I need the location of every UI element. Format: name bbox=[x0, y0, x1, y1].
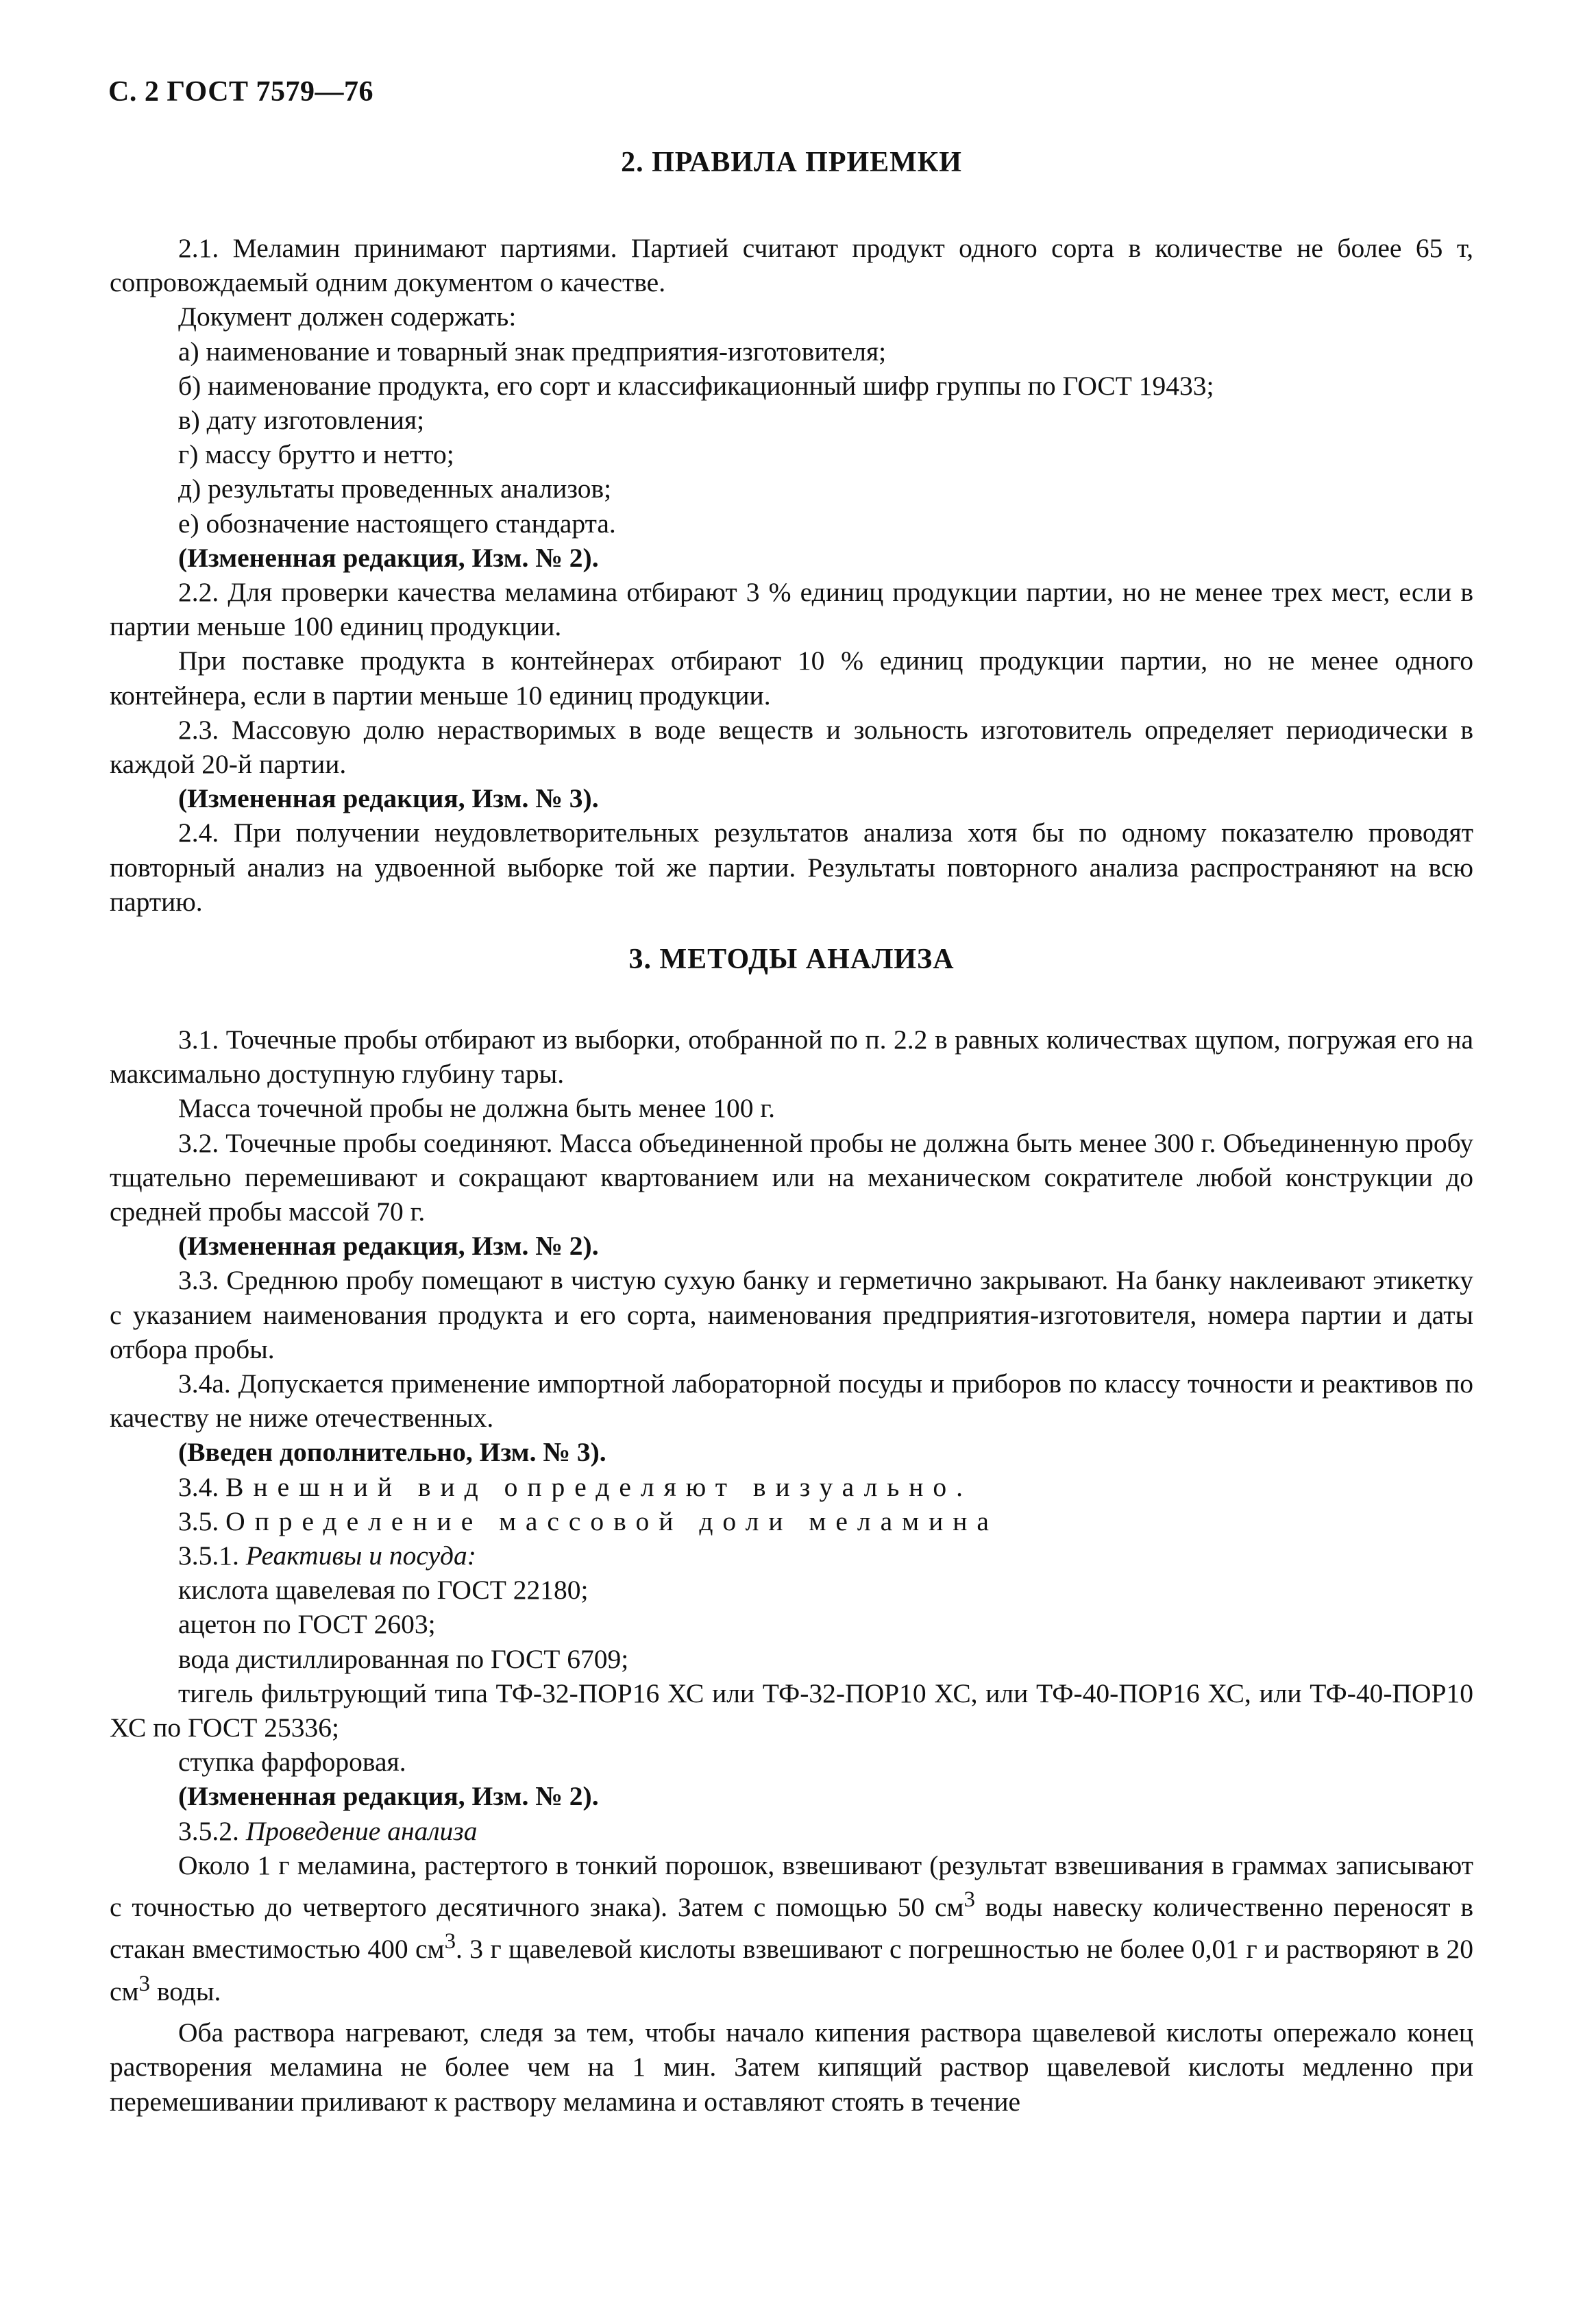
clause-subtitle: Реактивы и посуда: bbox=[245, 1540, 476, 1571]
doc-item: д) результаты проведенных анализов; bbox=[178, 474, 612, 504]
clause-spaced-text: Определение массовой доли меламина bbox=[225, 1506, 998, 1536]
doc-intro: Документ должен содержать: bbox=[178, 302, 517, 332]
reagent-item-mortar: ступка фарфоровая. bbox=[178, 1747, 406, 1778]
paragraph-2-2: 2.2. Для проверки качества меламина отбирают 3 % единиц продукции партии, но не менее трех мест, если в партии меньше 100 единиц продукции. bbox=[110, 577, 1473, 642]
doc-item: г) массу брутто и нетто; bbox=[178, 439, 454, 470]
page-header: С. 2 ГОСТ 7579—76 bbox=[108, 76, 374, 108]
amendment-note: (Измененная редакция, Изм. № 3). bbox=[178, 783, 599, 814]
paragraph-3-5 bbox=[110, 1504, 1473, 1538]
paragraph-2-1: 2.1. Меламин принимают партиями. Партией считают продукт одного сорта в количестве не более 65 т, сопровождаемый одним документом о качестве. bbox=[110, 233, 1473, 298]
doc-item: в) дату изготовления; bbox=[178, 405, 425, 436]
section-2-body bbox=[110, 231, 1473, 919]
amendment-note: (Измененная редакция, Изм. № 2). bbox=[178, 1231, 599, 1262]
paragraph-2-4: 2.4. При получении неудовлетворительных результатов анализа хотя бы по одному показателю проводят повторный анализ на удвоенной выборке той же партии. Результаты повторного анализа распространяют на всю партию. bbox=[110, 818, 1473, 917]
clause-spaced-text: Внешний вид определяют визуально. bbox=[225, 1471, 973, 1502]
section-3-title: 3. МЕТОДЫ АНАЛИЗА bbox=[628, 944, 955, 975]
doc-item: е) обозначение настоящего стандарта. bbox=[178, 508, 616, 539]
paragraph-2-2-containers: При поставке продукта в контейнерах отбирают 10 % единиц продукции партии, но не менее одного контейнера, если в партии меньше 10 единиц продукции. bbox=[110, 646, 1473, 711]
paragraph-2-3: 2.3. Массовую долю нерастворимых в воде веществ и зольность изготовитель определяет периодически в каждой 20-й партии. bbox=[110, 714, 1473, 780]
clause-number: 3.4. bbox=[178, 1471, 219, 1502]
heating-paragraph: Оба раствора нагревают, следя за тем, чтобы начало кипения раствора щавелевой кислоты опережало конец растворения меламина не более чем на 1 мин. Затем кипящий раствор щавелевой кислоты медленно при перемешивании приливают к раствору меламина и оставляют стоять в течение bbox=[110, 2017, 1473, 2117]
clause-number: 3.5.1. bbox=[178, 1540, 239, 1571]
clause-number: 3.5. bbox=[178, 1506, 219, 1536]
paragraph-3-2: 3.2. Точечные пробы соединяют. Масса объединенной пробы не должна быть менее 300 г. Объединенную пробу тщательно перемешивают и сокращают квартованием или на механическом сократителе любой конструкции до средней пробы массой 70 г. bbox=[110, 1127, 1473, 1227]
reagent-item-crucible: тигель фильтрующий типа ТФ-32-ПОР16 ХС или ТФ-32-ПОР10 ХС, или ТФ-40-ПОР16 ХС, или ТФ-40-ПОР10 ХС по ГОСТ 25336; bbox=[110, 1678, 1473, 1743]
paragraph-3-4a: 3.4а. Допускается применение импортной лабораторной посуды и приборов по классу точности и реактивов по качеству не ниже отечественных. bbox=[110, 1368, 1473, 1434]
paragraph-3-1-mass: Масса точечной пробы не должна быть менее 100 г. bbox=[178, 1093, 775, 1124]
paragraph-3-5-1 bbox=[110, 1538, 1473, 1573]
paragraph-3-3: 3.3. Среднюю пробу помещают в чистую сухую банку и герметично закрывают. На банку наклеивают этикетку с указанием наименования продукта и его сорта, наименования предприятия-изготовителя, номера партии и даты отбора пробы. bbox=[110, 1265, 1473, 1364]
amendment-note: (Введен дополнительно, Изм. № 3). bbox=[178, 1437, 606, 1468]
section-2-title: 2. ПРАВИЛА ПРИЕМКИ bbox=[621, 147, 962, 178]
paragraph-3-1: 3.1. Точечные пробы отбирают из выборки, отобранной по п. 2.2 в равных количествах щупом, погружая его на максимально доступную глубину тары. bbox=[110, 1024, 1473, 1090]
reagent-item: вода дистиллированная по ГОСТ 6709; bbox=[178, 1643, 629, 1674]
section-3-body bbox=[110, 1022, 1473, 2119]
reagent-item: кислота щавелевая по ГОСТ 22180; bbox=[178, 1575, 589, 1606]
amendment-note: (Измененная редакция, Изм. № 2). bbox=[178, 1781, 599, 1812]
clause-subtitle: Проведение анализа bbox=[245, 1815, 478, 1846]
paragraph-3-4 bbox=[110, 1470, 1473, 1504]
analysis-paragraph: Около 1 г меламина, растертого в тонкий порошок, взвешивают (результат взвешивания в граммах записывают с точностью до четвертого десятичного знака). Затем с помощью 50 $см^3$ воды навеску количественно переносят в стакан вместимостью 400 $см^3$. 3 г щавелевой кислоты взвешивают с погрешностью не более 0,01 г и растворяют в 20 $см^3$ воды. bbox=[110, 1850, 1473, 2006]
amendment-note: (Измененная редакция, Изм. № 2). bbox=[178, 542, 599, 573]
reagent-item: ацетон по ГОСТ 2603; bbox=[178, 1609, 436, 1640]
clause-number: 3.5.2. bbox=[178, 1815, 239, 1846]
doc-item: б) наименование продукта, его сорт и классификационный шифр группы по ГОСТ 19433; bbox=[178, 370, 1214, 401]
doc-item: а) наименование и товарный знак предприятия-изготовителя; bbox=[178, 336, 887, 367]
paragraph-3-5-2 bbox=[110, 1814, 1473, 1848]
